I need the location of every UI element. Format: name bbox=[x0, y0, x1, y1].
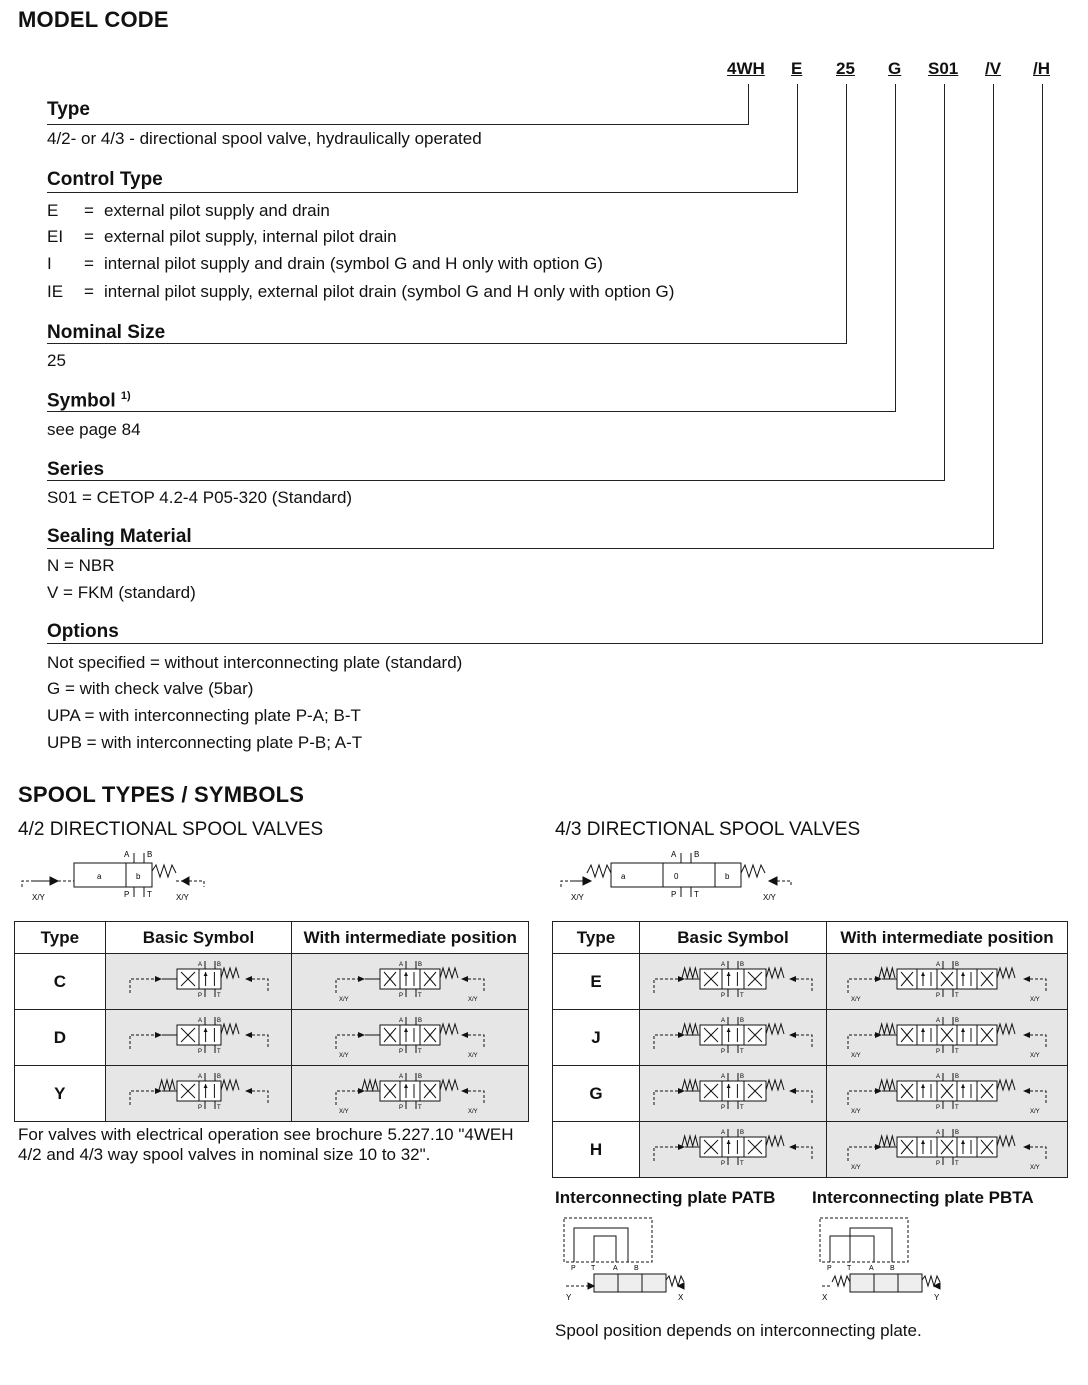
control-eq: = bbox=[84, 227, 94, 246]
spool-symbol bbox=[648, 1011, 818, 1059]
label-b: b bbox=[136, 872, 141, 881]
basic-symbol-cell bbox=[640, 954, 827, 1010]
intermediate-symbol-cell bbox=[827, 1010, 1068, 1066]
label-A: A bbox=[721, 962, 726, 968]
control-eq: = bbox=[84, 254, 94, 273]
label-T: T bbox=[418, 1105, 422, 1111]
label-T: T bbox=[955, 993, 959, 999]
intermediate-symbol-cell bbox=[827, 954, 1068, 1010]
control-rule bbox=[47, 192, 798, 193]
label-P: P bbox=[936, 993, 941, 999]
code-series: S01 bbox=[928, 59, 959, 78]
table-row bbox=[553, 1010, 1068, 1066]
label-Y: Y bbox=[566, 1293, 572, 1302]
options-heading: Options bbox=[47, 621, 119, 642]
label-P: P bbox=[197, 1105, 202, 1111]
label-xy: X/Y bbox=[176, 893, 189, 902]
th-intermediate: With intermediate position bbox=[827, 922, 1068, 954]
th-basic: Basic Symbol bbox=[640, 922, 827, 954]
code-symbol: G bbox=[888, 59, 902, 78]
control-key: I bbox=[47, 254, 52, 273]
label-P: P bbox=[197, 1049, 202, 1055]
label-T: T bbox=[147, 890, 152, 899]
intermediate-symbol-cell bbox=[827, 1066, 1068, 1122]
seal-line: N = NBR bbox=[47, 556, 115, 575]
basic-symbol-cell bbox=[105, 1066, 292, 1122]
type-heading: Type bbox=[47, 99, 90, 120]
th-type: Type bbox=[553, 922, 640, 954]
label-X: X bbox=[822, 1293, 828, 1302]
control-key: IE bbox=[47, 282, 64, 301]
spool-symbol bbox=[124, 955, 274, 1003]
label-xy: X/Y bbox=[851, 1109, 861, 1115]
label-a: a bbox=[97, 872, 102, 881]
type-cell: D bbox=[15, 1010, 106, 1066]
label-A: A bbox=[399, 1018, 404, 1024]
seal-rule bbox=[47, 548, 994, 549]
table-row bbox=[553, 954, 1068, 1010]
label-T: T bbox=[740, 993, 744, 999]
label-P: P bbox=[721, 993, 726, 999]
label-A: A bbox=[721, 1018, 726, 1024]
spool-symbol bbox=[842, 1067, 1052, 1115]
type-text: 4/2- or 4/3 - directional spool valve, hydraulically operated bbox=[47, 129, 482, 148]
label-T: T bbox=[418, 1049, 422, 1055]
symbol-heading bbox=[47, 390, 131, 412]
label-A: A bbox=[721, 1074, 726, 1080]
table-42 bbox=[14, 921, 529, 1122]
label-T: T bbox=[694, 890, 699, 899]
label-xy: X/Y bbox=[851, 1053, 861, 1059]
label-A: A bbox=[613, 1265, 618, 1272]
type-cell: G bbox=[553, 1066, 640, 1122]
label-xy: X/Y bbox=[339, 997, 349, 1003]
label-B: B bbox=[740, 1018, 745, 1024]
label-A: A bbox=[721, 1130, 726, 1136]
label-P: P bbox=[399, 1105, 404, 1111]
label-T: T bbox=[955, 1049, 959, 1055]
basic-symbol-cell bbox=[105, 954, 292, 1010]
series-rule bbox=[47, 480, 945, 481]
spool-symbol bbox=[330, 955, 490, 1003]
label-xy: X/Y bbox=[851, 997, 861, 1003]
plate-pbta-title: Interconnecting plate PBTA bbox=[812, 1188, 1034, 1207]
plate-patb-diagram bbox=[558, 1214, 703, 1306]
size-text: 25 bbox=[47, 351, 66, 370]
control-desc: internal pilot supply, external pilot drain (symbol G and H only with option G) bbox=[104, 282, 675, 301]
symbol-footnote: 1) bbox=[120, 390, 131, 402]
label-P: P bbox=[197, 993, 202, 999]
label-B: B bbox=[955, 1018, 960, 1024]
symbol-title: Symbol bbox=[47, 390, 116, 412]
label-T: T bbox=[740, 1161, 744, 1167]
spool-symbol bbox=[648, 1123, 818, 1171]
label-A: A bbox=[124, 850, 130, 859]
label-P: P bbox=[936, 1161, 941, 1167]
type-cell: E bbox=[553, 954, 640, 1010]
electrical-note: For valves with electrical operation see brochure 5.227.10 "4WEH 4/2 and 4/3 way spool valves in nominal size 10 to 32". bbox=[18, 1125, 514, 1164]
label-A: A bbox=[936, 1074, 941, 1080]
label-xy: X/Y bbox=[1030, 1053, 1040, 1059]
spool-symbol bbox=[842, 1123, 1052, 1171]
basic-symbol-cell bbox=[640, 1066, 827, 1122]
seal-line: V = FKM (standard) bbox=[47, 583, 196, 602]
type-cell: Y bbox=[15, 1066, 106, 1122]
label-P: P bbox=[671, 890, 677, 899]
valve-43-overview-diagram bbox=[553, 845, 803, 905]
model-code-title: MODEL CODE bbox=[18, 7, 169, 32]
spool-symbol bbox=[648, 1067, 818, 1115]
label-xy: X/Y bbox=[468, 997, 478, 1003]
intermediate-symbol-cell bbox=[292, 1066, 529, 1122]
type-cell: C bbox=[15, 954, 106, 1010]
label-xy: X/Y bbox=[1030, 1109, 1040, 1115]
label-B: B bbox=[740, 1074, 745, 1080]
code-options: /H bbox=[1033, 59, 1050, 78]
control-key: E bbox=[47, 201, 59, 220]
label-A: A bbox=[399, 1074, 404, 1080]
label-xy: X/Y bbox=[339, 1053, 349, 1059]
basic-symbol-cell bbox=[640, 1010, 827, 1066]
label-0: 0 bbox=[674, 872, 679, 881]
options-rule bbox=[47, 643, 1043, 644]
options-line: Not specified = without interconnecting plate (standard) bbox=[47, 653, 463, 672]
label-T: T bbox=[955, 1105, 959, 1111]
options-line: UPA = with interconnecting plate P-A; B-T bbox=[47, 706, 361, 725]
label-xy: X/Y bbox=[32, 893, 45, 902]
seal-heading: Sealing Material bbox=[47, 526, 192, 547]
spool-title: SPOOL TYPES / SYMBOLS bbox=[18, 782, 305, 807]
basic-symbol-cell bbox=[640, 1122, 827, 1178]
label-P: P bbox=[721, 1161, 726, 1167]
label-xy: X/Y bbox=[1030, 997, 1040, 1003]
type-rule bbox=[47, 124, 749, 125]
label-B: B bbox=[694, 850, 700, 859]
spool-symbol bbox=[330, 1067, 490, 1115]
code-size: 25 bbox=[836, 59, 855, 78]
table-43 bbox=[552, 921, 1068, 1178]
label-xy: X/Y bbox=[763, 893, 776, 902]
series-text: S01 = CETOP 4.2-4 P05-320 (Standard) bbox=[47, 488, 353, 507]
label-xy: X/Y bbox=[468, 1109, 478, 1115]
plate-note: Spool position depends on interconnecting plate. bbox=[555, 1321, 922, 1340]
label-xy: X/Y bbox=[339, 1109, 349, 1115]
label-T: T bbox=[418, 993, 422, 999]
label-T: T bbox=[740, 1105, 744, 1111]
leader-options bbox=[1042, 84, 1043, 644]
table-row bbox=[15, 1066, 529, 1122]
table-row bbox=[15, 1010, 529, 1066]
label-B: B bbox=[216, 1018, 221, 1024]
label-P: P bbox=[721, 1105, 726, 1111]
leader-type bbox=[748, 84, 749, 125]
label-P: P bbox=[124, 890, 130, 899]
th-intermediate: With intermediate position bbox=[292, 922, 529, 954]
label-T: T bbox=[216, 993, 221, 999]
label-A: A bbox=[936, 1018, 941, 1024]
code-type: 4WH bbox=[727, 59, 765, 78]
label-P: P bbox=[399, 1049, 404, 1055]
label-A: A bbox=[869, 1265, 874, 1272]
label-T: T bbox=[847, 1265, 852, 1272]
label-b: b bbox=[725, 872, 730, 881]
symbol-rule bbox=[47, 411, 896, 412]
label-a: a bbox=[621, 872, 626, 881]
label-B: B bbox=[955, 962, 960, 968]
type-cell: H bbox=[553, 1122, 640, 1178]
label-P: P bbox=[936, 1105, 941, 1111]
leader-symbol bbox=[895, 84, 896, 412]
leader-seal bbox=[993, 84, 994, 549]
intermediate-symbol-cell bbox=[292, 954, 529, 1010]
size-rule bbox=[47, 343, 847, 344]
label-B: B bbox=[418, 1018, 423, 1024]
label-A: A bbox=[197, 962, 202, 968]
label-X: X bbox=[678, 1293, 684, 1302]
spool-symbol bbox=[842, 1011, 1052, 1059]
label-P: P bbox=[571, 1265, 576, 1272]
label-xy: X/Y bbox=[571, 893, 584, 902]
label-T: T bbox=[740, 1049, 744, 1055]
plate-patb-title: Interconnecting plate PATB bbox=[555, 1188, 776, 1207]
label-B: B bbox=[634, 1265, 639, 1272]
label-Y: Y bbox=[934, 1293, 940, 1302]
label-B: B bbox=[418, 1074, 423, 1080]
table-row bbox=[15, 954, 529, 1010]
label-xy: X/Y bbox=[1030, 1165, 1040, 1171]
label-A: A bbox=[936, 962, 941, 968]
symbol-text: see page 84 bbox=[47, 420, 141, 439]
label-T: T bbox=[955, 1161, 959, 1167]
code-control: E bbox=[791, 59, 803, 78]
spool-symbol bbox=[124, 1067, 274, 1115]
size-heading: Nominal Size bbox=[47, 322, 166, 343]
code-seal: /V bbox=[985, 59, 1002, 78]
label-P: P bbox=[827, 1265, 832, 1272]
label-B: B bbox=[955, 1130, 960, 1136]
label-P: P bbox=[936, 1049, 941, 1055]
control-desc: external pilot supply and drain bbox=[104, 201, 330, 220]
valve-42-overview-diagram bbox=[14, 845, 214, 905]
table-row bbox=[553, 1066, 1068, 1122]
label-B: B bbox=[955, 1074, 960, 1080]
spool-symbol bbox=[330, 1011, 490, 1059]
control-desc: internal pilot supply and drain (symbol G and H only with option G) bbox=[104, 254, 603, 273]
label-B: B bbox=[890, 1265, 895, 1272]
label-A: A bbox=[197, 1074, 202, 1080]
label-xy: X/Y bbox=[468, 1053, 478, 1059]
control-eq: = bbox=[84, 282, 94, 301]
spool-symbol bbox=[842, 955, 1052, 1003]
control-eq: = bbox=[84, 201, 94, 220]
th-type: Type bbox=[15, 922, 106, 954]
label-P: P bbox=[721, 1049, 726, 1055]
leader-control bbox=[797, 84, 798, 193]
intermediate-symbol-cell bbox=[827, 1122, 1068, 1178]
th-basic: Basic Symbol bbox=[105, 922, 292, 954]
label-T: T bbox=[591, 1265, 596, 1272]
label-B: B bbox=[216, 962, 221, 968]
spool-symbol bbox=[124, 1011, 274, 1059]
leader-series bbox=[944, 84, 945, 480]
options-line: UPB = with interconnecting plate P-B; A-T bbox=[47, 733, 363, 752]
control-heading: Control Type bbox=[47, 169, 163, 190]
sub-43: 4/3 DIRECTIONAL SPOOL VALVES bbox=[555, 819, 861, 840]
table-row bbox=[553, 1122, 1068, 1178]
intermediate-symbol-cell bbox=[292, 1010, 529, 1066]
control-key: EI bbox=[47, 227, 64, 246]
control-desc: external pilot supply, internal pilot drain bbox=[104, 227, 397, 246]
label-B: B bbox=[740, 962, 745, 968]
sub-42: 4/2 DIRECTIONAL SPOOL VALVES bbox=[18, 819, 324, 840]
label-P: P bbox=[399, 993, 404, 999]
leader-size bbox=[846, 84, 847, 344]
label-A: A bbox=[671, 850, 677, 859]
label-B: B bbox=[216, 1074, 221, 1080]
label-xy: X/Y bbox=[851, 1165, 861, 1171]
label-A: A bbox=[399, 962, 404, 968]
options-line: G = with check valve (5bar) bbox=[47, 679, 254, 698]
label-A: A bbox=[197, 1018, 202, 1024]
label-B: B bbox=[418, 962, 423, 968]
label-A: A bbox=[936, 1130, 941, 1136]
label-T: T bbox=[216, 1049, 221, 1055]
type-cell: J bbox=[553, 1010, 640, 1066]
label-T: T bbox=[216, 1105, 221, 1111]
spool-symbol bbox=[648, 955, 818, 1003]
plate-pbta-diagram bbox=[814, 1214, 959, 1306]
label-B: B bbox=[740, 1130, 745, 1136]
basic-symbol-cell bbox=[105, 1010, 292, 1066]
series-heading: Series bbox=[47, 459, 105, 480]
label-B: B bbox=[147, 850, 153, 859]
